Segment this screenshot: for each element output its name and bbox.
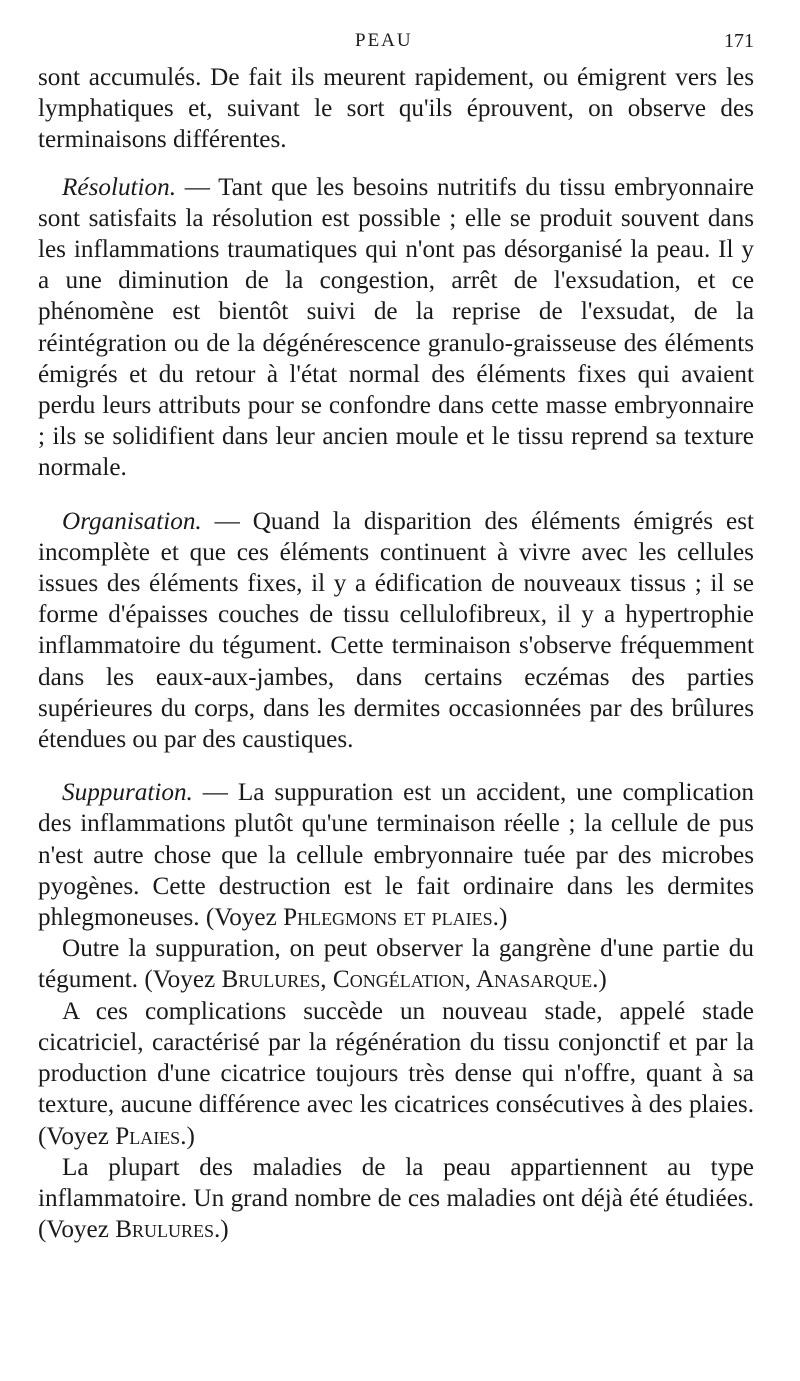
paragraph-suppuration [38, 777, 754, 933]
paragraph-text: .) [180, 1122, 195, 1150]
paragraph-organisation [38, 506, 754, 756]
paragraph-resolution [38, 172, 754, 484]
section-heading-resolution: Résolution. [62, 173, 177, 201]
paragraph-text: — Quand la disparition des éléments émigrés est incomplète et que ces éléments continuent à vivre avec les cellules issues des éléments fixes, il y a édification de nouveaux tissus ; il se forme d'épaisses couches de tissu cellulofibreux, il y a hypertrophie inflammatoire du tégument. Cette terminaison s'observe fréquemment dans les eaux-aux-jambes, dans certains eczémas des parties supérieures du corps, dans les dermites occasionnées par des brûlures étendues ou par des caustiques. [38, 507, 754, 754]
paragraph-cicatriciel [38, 996, 754, 1152]
paragraph-gangrene [38, 933, 754, 995]
paragraph-text: sont accumulés. De fait ils meurent rapidement, ou émigrent vers les lymphatiques et, suivant le sort qu'ils éprouvent, on observe des terminaisons différentes. [38, 64, 754, 154]
paragraph-continuation [38, 62, 754, 156]
paragraph-text: La plupart des maladies de la peau appartiennent au type inflammatoire. Un grand nombre de ces maladies ont déjà été étudiées. (Voyez [38, 1153, 754, 1244]
cross-reference: Plaies [115, 1122, 181, 1150]
paragraph-text: .) [214, 1216, 229, 1244]
paragraph-text: A ces complications succède un nouveau stade, appelé stade cicatriciel, caractérisé par la régénération du tissu conjonctif et par la production d'une cicatrice toujours très dense qui n'offre, quant à sa texture, aucune différence avec les cicatrices consécutives à des plaies. (Voyez [38, 997, 754, 1150]
cross-reference: Brulures, Congélation, Anasarque [221, 966, 593, 994]
cross-reference: Brulures [115, 1216, 214, 1244]
paragraph-text: .) [492, 904, 508, 932]
paragraph-text: — La suppuration est un accident, une complication des inflammations plutôt qu'une terminaison réelle ; la cellule de pus n'est autre chose que la cellule embryonnaire tuée par des microbes pyogènes. Cette destruction est le fait ordinaire dans les dermites phlegmoneuses. (Voyez [38, 779, 754, 932]
section-heading-suppuration: Suppuration. [62, 779, 193, 807]
section-heading-organisation: Organisation. [62, 507, 202, 535]
paragraph-text: — Tant que les besoins nutritifs du tissu embryonnaire sont satisfaits la résolution est possible ; elle se produit souvent dans les inflammations traumatiques qui n'ont pas désorganisé la peau. Il y a une diminution de la congestion, arrêt de l'exsudation, et ce phénomène est bientôt suivi de la reprise de l'exsudat, de la réintégration ou de la dégénérescence granulo-graisseuse des éléments émigrés et du retour à l'état normal des éléments fixes qui avaient perdu leurs attributs pour se confondre dans cette masse embryonnaire ; ils se solidifient dans leur ancien moule et le tissu reprend sa texture normale. [38, 173, 754, 482]
running-head-title: PEAU [355, 30, 413, 51]
paragraph-text: Outre la suppuration, on peut observer la gangrène d'une partie du tégument. (Voyez [38, 935, 754, 994]
body-text [38, 62, 754, 1245]
paragraph-text: .) [592, 966, 607, 994]
page-number: 171 [724, 30, 754, 52]
paragraph-conclusion [38, 1152, 754, 1246]
running-head [0, 30, 800, 58]
cross-reference: Phlegmons et plaies [283, 904, 493, 932]
